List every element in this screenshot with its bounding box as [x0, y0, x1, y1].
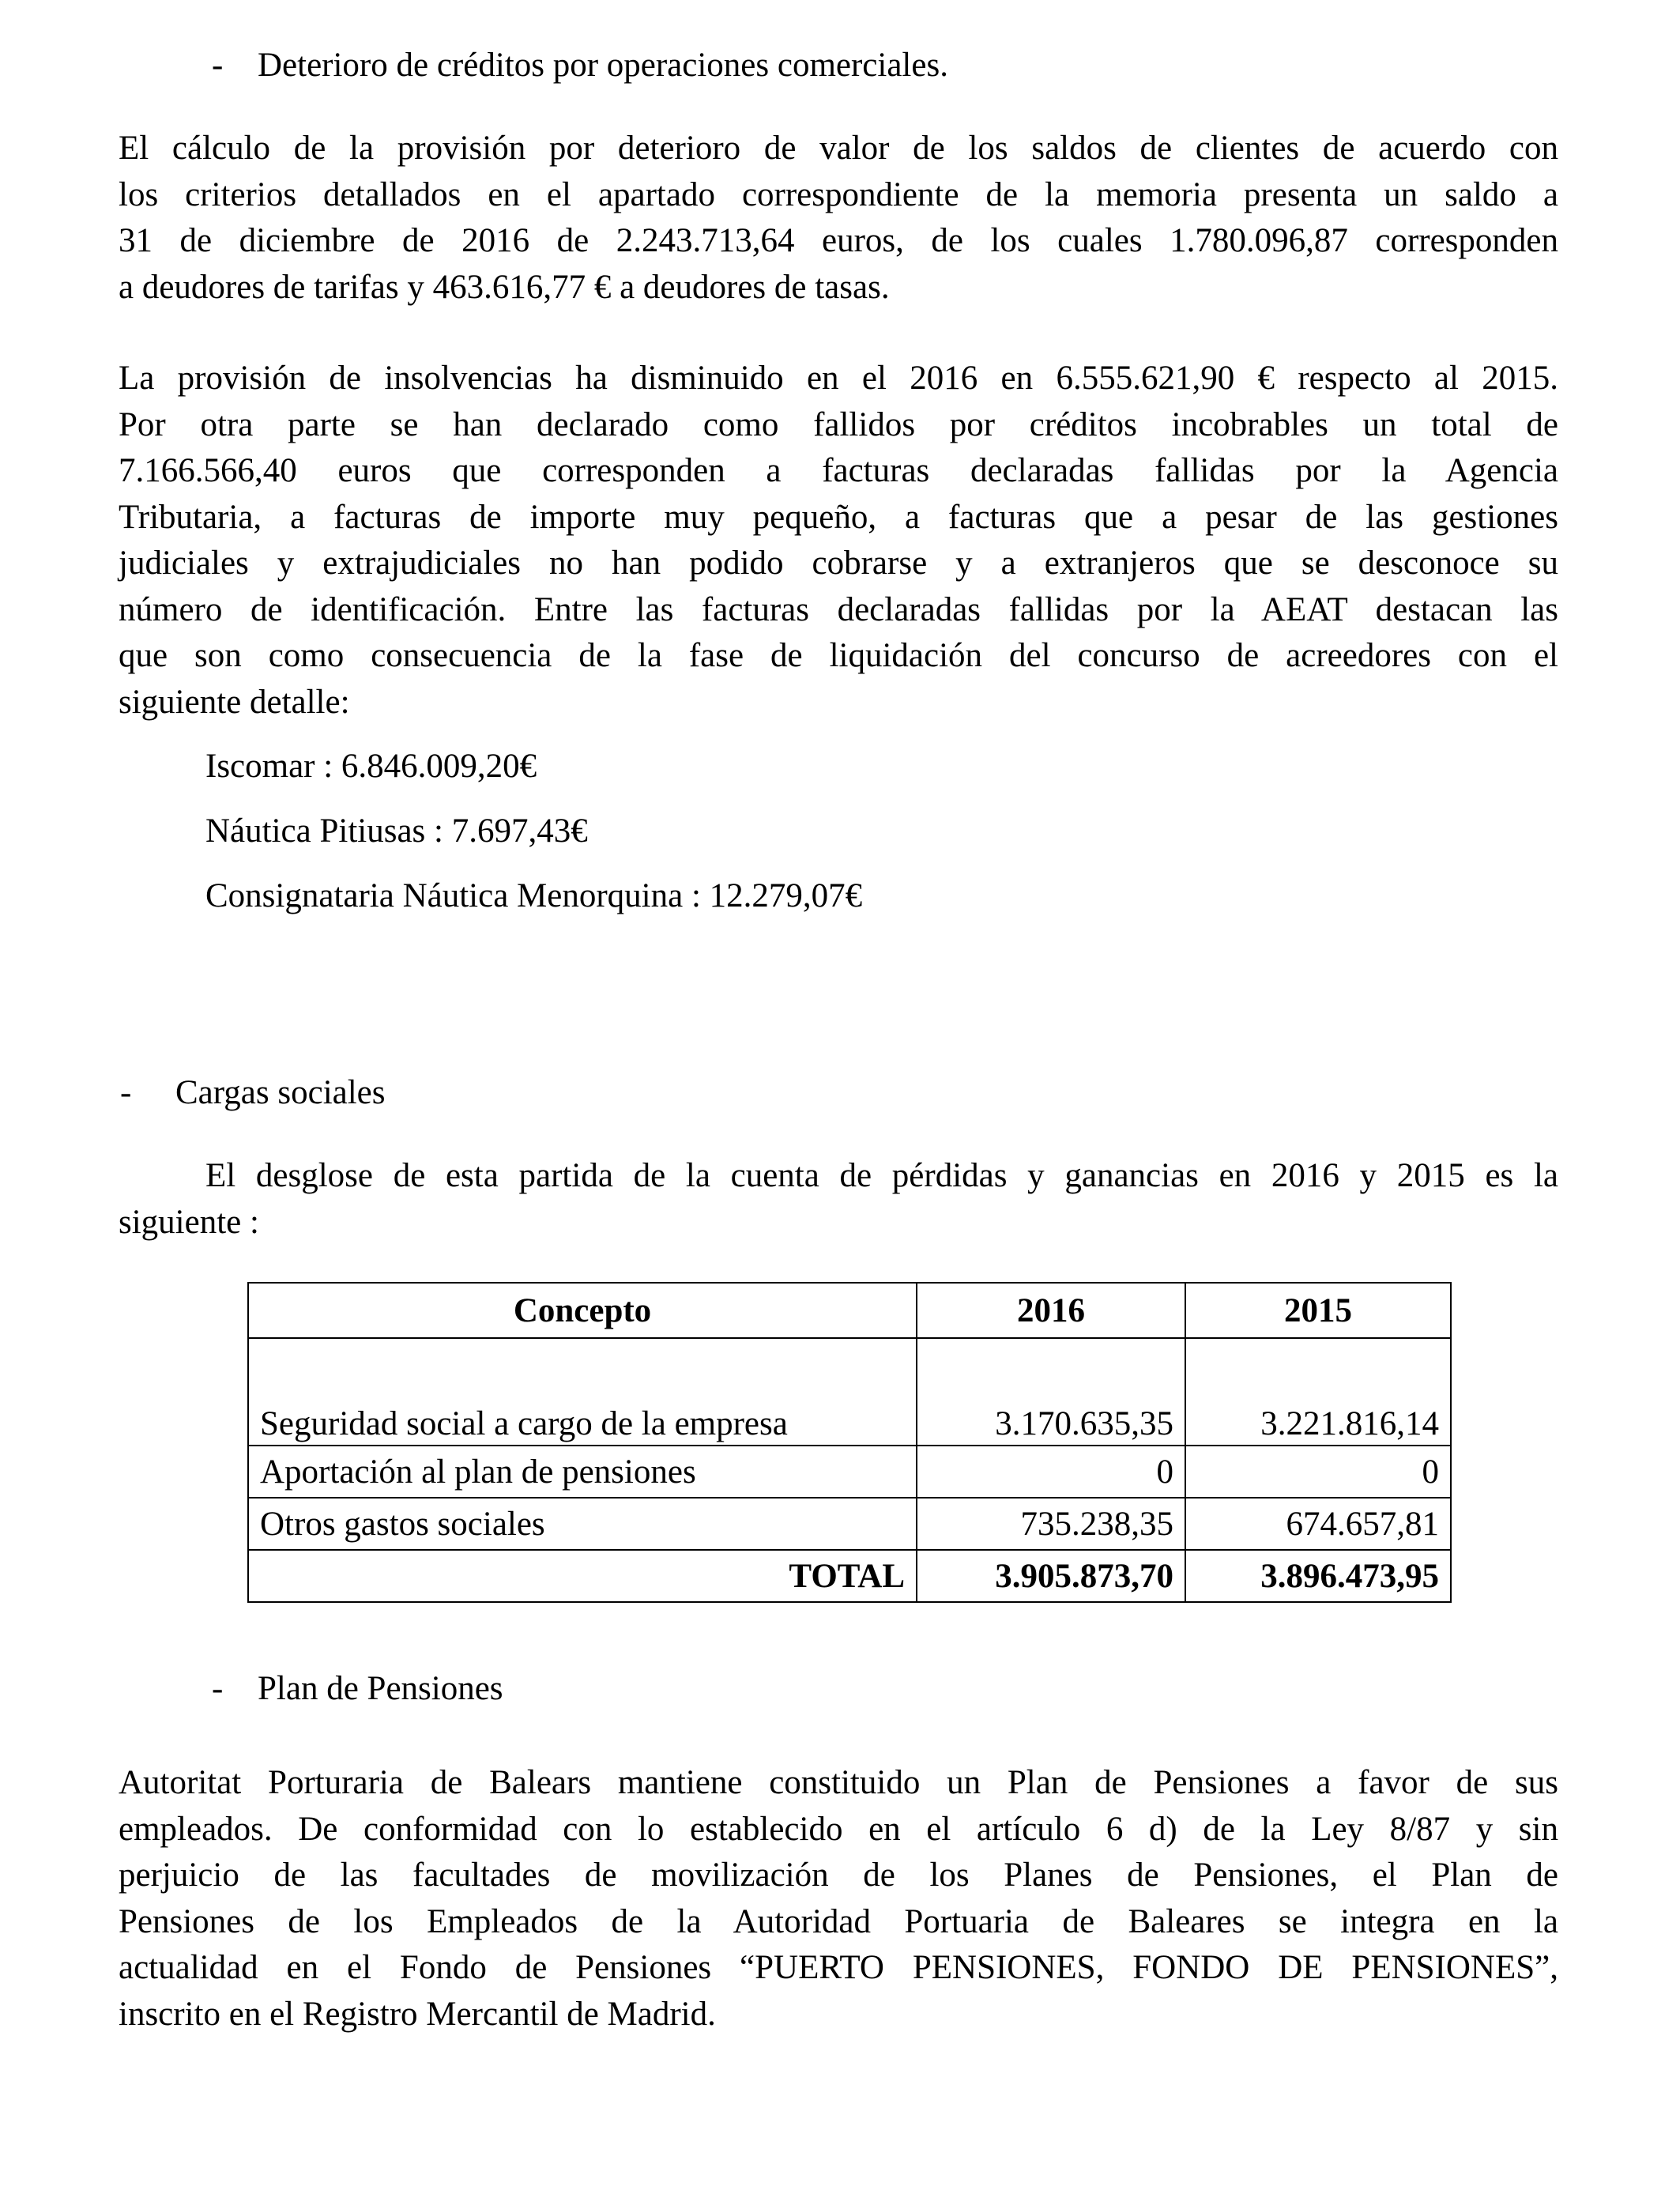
cell-concepto: Otros gastos sociales [248, 1498, 917, 1550]
paragraph-line: La provisión de insolvencias ha disminuido en el 2016 en 6.555.621,90 € respecto al 2015. [119, 360, 1558, 397]
paragraph-line: Autoritat Porturaria de Balears mantiene constituido un Plan de Pensiones a favor de sus [119, 1764, 1558, 1801]
section-heading-deterioro: Deterioro de créditos por operaciones comerciales. [258, 47, 948, 84]
cell-total-label: TOTAL [248, 1550, 917, 1602]
table-row [248, 1338, 1451, 1446]
cell-2016: 3.170.635,35 [917, 1338, 1185, 1446]
paragraph-line: actualidad en el Fondo de Pensiones “PUERTO PENSIONES, FONDO DE PENSIONES”, [119, 1949, 1558, 1986]
column-header-2016: 2016 [917, 1283, 1185, 1338]
detail-item-iscomar: Iscomar : 6.846.009,20€ [205, 748, 537, 785]
paragraph-line: El desglose de esta partida de la cuenta de pérdidas y ganancias en 2016 y 2015 es la [205, 1157, 1558, 1194]
cell-2015: 674.657,81 [1185, 1498, 1451, 1550]
bullet-dash: - [120, 1074, 132, 1111]
cargas-sociales-table [247, 1282, 1452, 1603]
paragraph-provision-calculo [119, 126, 1558, 311]
cell-2016: 0 [917, 1446, 1185, 1498]
cell-total-2015: 3.896.473,95 [1185, 1550, 1451, 1602]
paragraph-line: número de identificación. Entre las facturas declaradas fallidas por la AEAT destacan las [119, 590, 1558, 628]
paragraph-line: los criterios detallados en el apartado correspondiente de la memoria presenta un saldo a [119, 175, 1558, 213]
paragraph-line: El cálculo de la provisión por deterioro de valor de los saldos de clientes de acuerdo con [119, 130, 1558, 167]
paragraph-line: a deudores de tarifas y 463.616,77 € a deudores de tasas. [119, 268, 890, 306]
bullet-dash: - [212, 1670, 224, 1707]
section-heading-plan: Plan de Pensiones [258, 1670, 503, 1707]
bullet-dash: - [212, 47, 224, 84]
paragraph-cargas-intro [119, 1153, 1558, 1246]
paragraph-line: siguiente detalle: [119, 683, 350, 721]
cell-concepto: Seguridad social a cargo de la empresa [248, 1338, 917, 1446]
paragraph-plan-pensiones [119, 1760, 1558, 2038]
paragraph-line: 31 de diciembre de 2016 de 2.243.713,64 euros, de los cuales 1.780.096,87 corresponden [119, 222, 1558, 259]
table-total-row [248, 1550, 1451, 1602]
paragraph-line: siguiente : [119, 1203, 259, 1241]
paragraph-line: Pensiones de los Empleados de la Autoridad Portuaria de Baleares se integra en la [119, 1902, 1558, 1940]
paragraph-line: que son como consecuencia de la fase de liquidación del concurso de acreedores con el [119, 637, 1558, 674]
cell-2016: 735.238,35 [917, 1498, 1185, 1550]
paragraph-line: empleados. De conformidad con lo establecido en el artículo 6 d) de la Ley 8/87 y sin [119, 1810, 1558, 1848]
paragraph-line: perjuicio de las facultades de movilización de los Planes de Pensiones, el Plan de [119, 1857, 1558, 1894]
cell-concepto: Aportación al plan de pensiones [248, 1446, 917, 1498]
cell-2015: 0 [1185, 1446, 1451, 1498]
paragraph-line: 7.166.566,40 euros que corresponden a facturas declaradas fallidas por la Agencia [119, 452, 1558, 489]
paragraph-line: inscrito en el Registro Mercantil de Madrid. [119, 1995, 716, 2033]
cell-2015: 3.221.816,14 [1185, 1338, 1451, 1446]
detail-item-consignataria: Consignataria Náutica Menorquina : 12.279,07€ [205, 877, 863, 914]
paragraph-line: judiciales y extrajudiciales no han podido cobrarse y a extranjeros que se desconoce su [119, 545, 1558, 582]
table-row [248, 1498, 1451, 1550]
column-header-2015: 2015 [1185, 1283, 1451, 1338]
cell-total-2016: 3.905.873,70 [917, 1550, 1185, 1602]
table-row [248, 1446, 1451, 1498]
detail-item-nautica-pitiusas: Náutica Pitiusas : 7.697,43€ [205, 812, 588, 850]
table-header-row [248, 1283, 1451, 1338]
paragraph-line: Tributaria, a facturas de importe muy pequeño, a facturas que a pesar de las gestiones [119, 498, 1558, 536]
paragraph-line: Por otra parte se han declarado como fallidos por créditos incobrables un total de [119, 405, 1558, 443]
paragraph-insolvencias [119, 356, 1558, 726]
column-header-concepto: Concepto [248, 1283, 917, 1338]
section-heading-cargas: Cargas sociales [175, 1074, 386, 1111]
